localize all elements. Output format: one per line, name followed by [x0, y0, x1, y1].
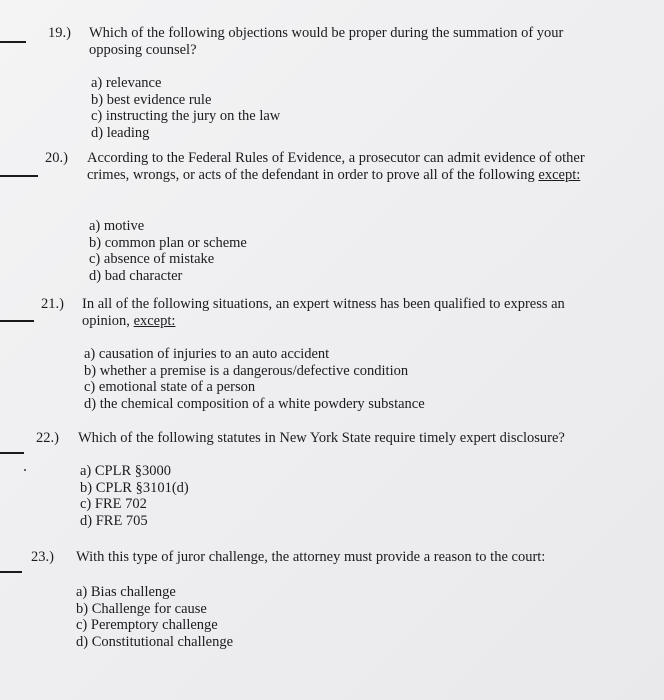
question-text — [76, 549, 616, 566]
question-number: 22.) — [36, 430, 59, 446]
option-b: b) Challenge for cause — [76, 600, 207, 617]
question-text — [87, 150, 612, 184]
option-list — [84, 346, 425, 412]
question-text-main: According to the Federal Rules of Evidence, a prosecutor can admit evidence of other crimes, wrongs, or acts of the defendant in order to prove all of the following — [87, 150, 585, 183]
question-number: 23.) — [31, 549, 54, 565]
option-d: d) Constitutional challenge — [76, 633, 234, 650]
question-text-main: With this type of juror challenge, the attorney must provide a reason to the court: — [76, 549, 546, 565]
option-c: c) absence of mistake — [89, 251, 215, 267]
option-list — [80, 463, 189, 529]
option-b: b) CPLR §3101(d) — [80, 479, 189, 496]
option-b: b) common plan or scheme — [89, 234, 247, 251]
question-number: 21.) — [41, 296, 64, 312]
question-text-underlined: except: — [538, 167, 581, 183]
option-b: b) whether a premise is a dangerous/defective condition — [84, 362, 409, 379]
option-a: a) motive — [89, 218, 145, 234]
answer-blank-22 — [0, 452, 24, 454]
answer-blank-19 — [0, 41, 26, 43]
option-a: a) Bias challenge — [76, 584, 176, 600]
question-text-main: Which of the following objections would be proper during the summation of your opposing counsel? — [89, 25, 564, 58]
question-text-main: In all of the following situations, an expert witness has been qualified to express an opinion, — [82, 296, 565, 329]
pencil-mark — [24, 469, 26, 471]
option-list — [76, 584, 233, 650]
option-a: a) relevance — [91, 75, 162, 91]
option-c: c) Peremptory challenge — [76, 617, 218, 633]
answer-blank-23 — [0, 571, 22, 573]
option-d: d) FRE 705 — [80, 512, 148, 529]
question-text — [78, 430, 618, 447]
question-text — [89, 25, 579, 59]
option-b: b) best evidence rule — [91, 91, 212, 108]
option-list — [91, 75, 280, 141]
question-text-main: Which of the following statutes in New York State require timely expert disclosure? — [78, 430, 565, 446]
option-c: c) FRE 702 — [80, 496, 147, 512]
question-number: 19.) — [48, 25, 71, 41]
option-d: d) the chemical composition of a white powdery substance — [84, 395, 425, 412]
option-c: c) emotional state of a person — [84, 379, 256, 395]
question-text — [82, 296, 602, 330]
option-a: a) CPLR §3000 — [80, 463, 172, 479]
answer-blank-21 — [0, 320, 34, 322]
option-c: c) instructing the jury on the law — [91, 108, 281, 124]
question-text-underlined: except: — [133, 313, 176, 329]
option-d: d) leading — [91, 124, 150, 141]
option-a: a) causation of injuries to an auto accident — [84, 346, 330, 362]
option-d: d) bad character — [89, 267, 183, 284]
question-number: 20.) — [45, 150, 68, 166]
answer-blank-20 — [0, 175, 38, 177]
option-list — [89, 218, 247, 284]
